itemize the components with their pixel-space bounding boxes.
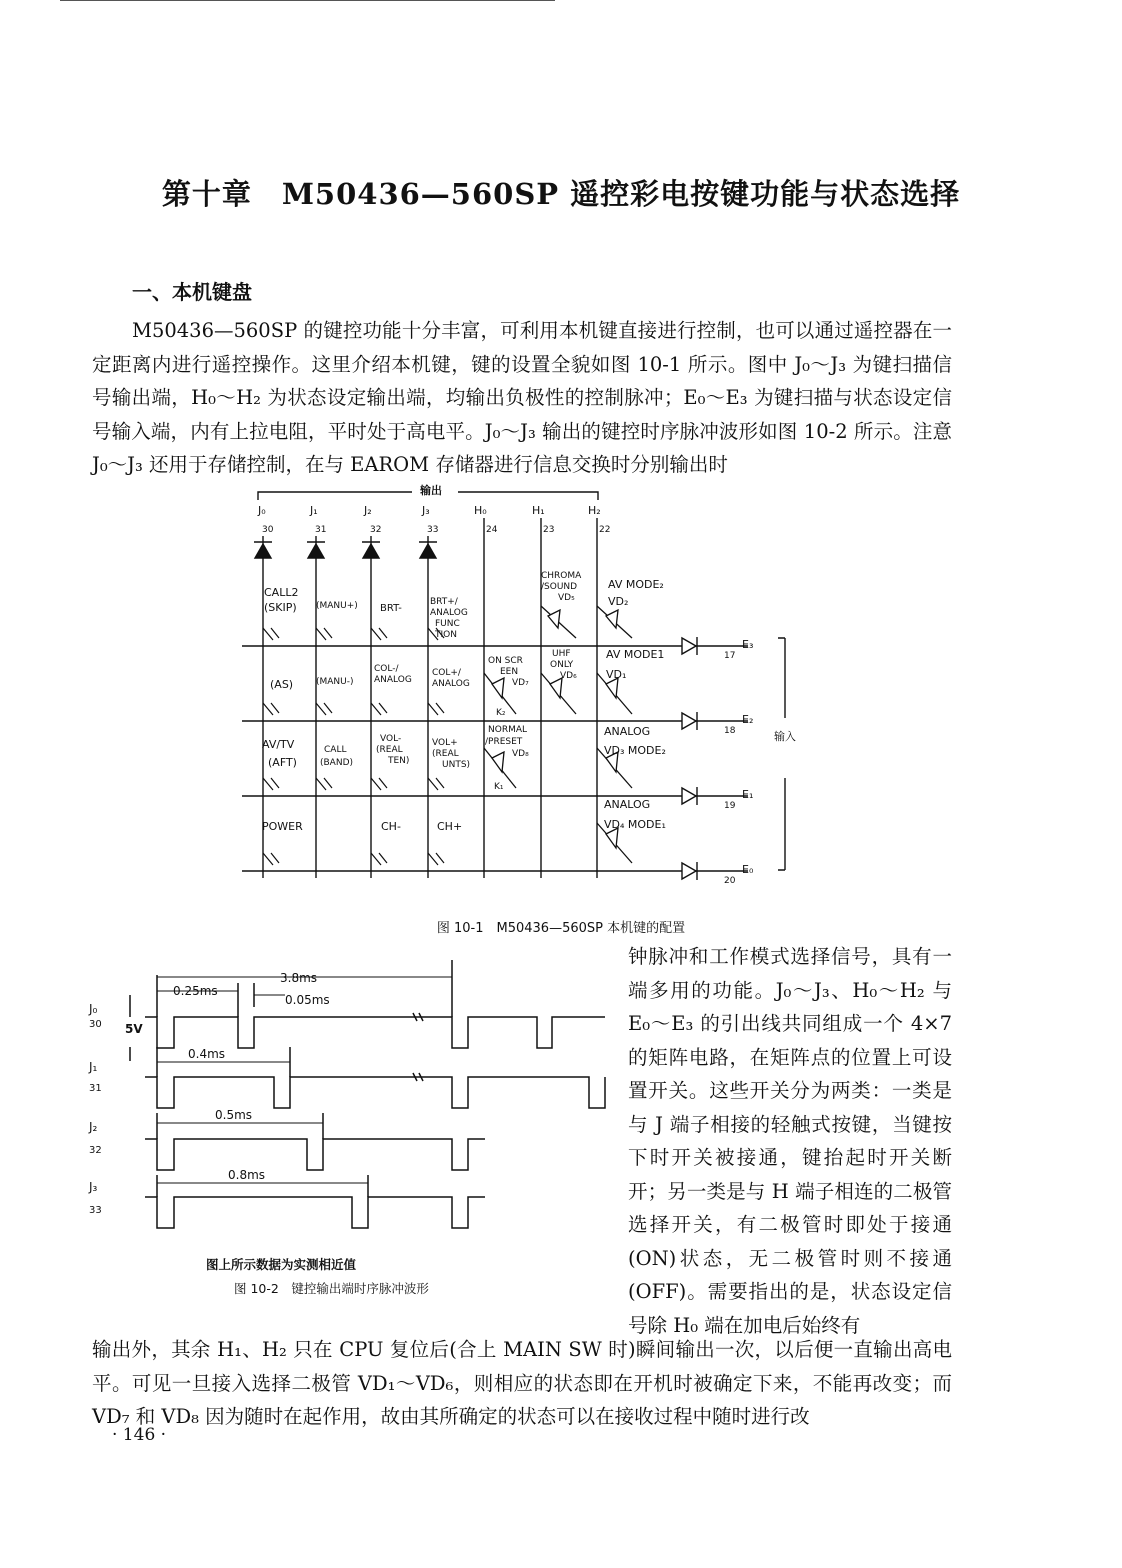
key-brt-plus-l4: TION (435, 630, 457, 640)
figure-10-1-caption: 图 10-1 M50436—560SP 本机键的配置 (436, 921, 686, 936)
diode-uhf-l3: VD₆ (560, 671, 577, 681)
diode-avmode2: AV MODE₂ (608, 578, 664, 591)
diode-chroma: CHROMA (541, 571, 582, 581)
key-vol-minus-l2: (REAL (376, 745, 403, 755)
key-brt-plus-l3: FUNC (435, 619, 460, 629)
pin-j2: 32 (370, 525, 382, 535)
pin-j1: 31 (315, 525, 327, 535)
key-vol-plus-l3: UNTS) (442, 760, 471, 770)
diode-analog1: ANALOG (604, 798, 651, 811)
dim-0-5ms: 0.5ms (215, 1108, 253, 1122)
col-h2: H₂ (588, 504, 601, 517)
diode-k2: K₂ (496, 708, 506, 718)
col-h1: H₁ (532, 504, 545, 517)
ch-j3-pin: 33 (89, 1205, 102, 1216)
diode-avmode1-l2: VD₁ (606, 668, 627, 681)
key-col-minus-l2: ANALOG (374, 675, 412, 685)
diode-onscreen: ON SCR (488, 656, 523, 666)
key-vol-minus: VOL- (380, 734, 402, 744)
pin-e3: 17 (724, 651, 736, 661)
section-heading: 一、本机键盘 (132, 280, 252, 304)
dim-0-05ms: 0.05ms (285, 993, 330, 1007)
pin-e2: 18 (724, 726, 736, 736)
diode-k1: K₁ (494, 782, 504, 792)
figure-10-1-key-matrix (230, 478, 796, 908)
pin-j0: 30 (262, 525, 274, 535)
diode-normal: NORMAL (488, 725, 528, 735)
pin-e0: 20 (724, 876, 736, 886)
pin-h2: 22 (599, 525, 611, 535)
col-h0: H₀ (474, 504, 487, 517)
key-skip: (SKIP) (264, 601, 297, 614)
paragraph-2-side: 钟脉冲和工作模式选择信号，具有一端多用的功能。J₀～J₃、H₀～H₂ 与 E₀～E₃ 的引出线共同组成一个 4×7 的矩阵电路，在矩阵点的位置上可设置开关。这些开关分为两类：一类是与 J 端子相接的轻触式按键，当键按下时开关被接通，键抬起时开关断开；另一类是与 H 端子相连的二极管选择开关，有二极管时即处于接通(ON)状态，无二极管时则不接通(OFF)。需要指出的是，状态设定信号除 H₀ 端在加电后始终有 (628, 945, 952, 1337)
dim-3-8ms: 3.8ms (280, 971, 318, 985)
pin-h0: 24 (486, 525, 498, 535)
row-e0: E₀ (742, 863, 754, 876)
diode-uhf: UHF (552, 649, 571, 659)
key-manu-minus: (MANU-) (316, 677, 354, 687)
row-e1: E₁ (742, 788, 754, 801)
diode-chroma-l3: VD₅ (558, 593, 575, 603)
diode-onscreen-l3: VD₇ (512, 678, 529, 688)
ch-j3: J₃ (89, 1180, 98, 1194)
key-power: POWER (262, 820, 303, 833)
diode-analog2-l2: VD₃ MODE₂ (604, 744, 666, 757)
pin-e1: 19 (724, 801, 736, 811)
scan-top-rule (60, 0, 555, 1)
row-e2: E₂ (742, 713, 754, 726)
diode-analog1-l2: VD₄ MODE₁ (604, 818, 666, 831)
output-label: 输出 (420, 484, 442, 497)
ch-j2-pin: 32 (89, 1145, 102, 1156)
key-call-l2: (BAND) (320, 758, 354, 768)
key-vol-plus: VOL+ (432, 738, 458, 748)
paragraph-1 (92, 314, 952, 482)
key-brt-minus: BRT- (380, 603, 402, 614)
key-ch-plus: CH+ (437, 820, 463, 833)
ch-j1-pin: 31 (89, 1083, 102, 1094)
diode-uhf-l2: ONLY (550, 660, 574, 670)
key-col-plus: COL+/ (432, 668, 461, 678)
key-as: (AS) (270, 678, 294, 691)
key-call2: CALL2 (264, 586, 299, 599)
input-label: 输入 (774, 730, 796, 743)
key-vol-minus-l3: TEN) (388, 756, 410, 766)
diode-analog2: ANALOG (604, 725, 651, 738)
diode-normal-l2: /PRESET (485, 737, 523, 747)
key-col-plus-l2: ANALOG (432, 679, 470, 689)
figure-10-2-caption: 图 10-2 键控输出端时序脉冲波形 (234, 1281, 429, 1296)
ch-j0: J₀ (89, 1002, 98, 1016)
key-avtv: AV/TV (262, 738, 295, 751)
chapter-title: 第十章 M50436—560SP 遥控彩电按键功能与状态选择 (161, 177, 961, 211)
pin-j3: 33 (427, 525, 439, 535)
key-col-minus: COL-/ (374, 664, 399, 674)
dim-0-4ms: 0.4ms (188, 1047, 226, 1061)
col-j2: J₂ (364, 504, 372, 517)
diode-normal-l3: VD₈ (512, 749, 529, 759)
col-j0: J₀ (258, 504, 266, 517)
col-j3: J₃ (422, 504, 430, 517)
diode-avmode1: AV MODE1 (606, 648, 665, 661)
dim-0-8ms: 0.8ms (228, 1168, 266, 1182)
key-brt-plus: BRT+/ (430, 597, 458, 607)
key-vol-plus-l2: (REAL (432, 749, 459, 759)
row-e3: E₃ (742, 638, 754, 651)
key-call: CALL (324, 745, 347, 755)
figure-10-2-timing-waveform (85, 955, 620, 1255)
col-j1: J₁ (310, 504, 318, 517)
amplitude-5v: 5V (125, 1022, 143, 1036)
figure-10-2-note: 图上所示数据为实测相近值 (206, 1257, 357, 1272)
diode-chroma-l2: /SOUND (541, 582, 578, 592)
key-aft: (AFT) (268, 756, 297, 769)
ch-j0-pin: 30 (89, 1019, 102, 1030)
diode-onscreen-l2: EEN (500, 667, 519, 677)
ch-j2: J₂ (89, 1120, 98, 1134)
key-brt-plus-l2: ANALOG (430, 608, 468, 618)
diode-avmode2-l2: VD₂ (608, 595, 629, 608)
paragraph-2-bottom: 输出外，其余 H₁、H₂ 只在 CPU 复位后(合上 MAIN SW 时)瞬间输出一次，以后便一直输出高电平。可见一旦接入选择二极管 VD₁～VD₆，则相应的状态即在开机时被确定下来，不能再改变；而 VD₇ 和 VD₈ 因为随时在起作用，故由其所确定的状态可以在接收过程中随时进行改 (92, 1338, 952, 1428)
paragraph-1-text: M50436—560SP 的键控功能十分丰富，可利用本机键直接进行控制，也可以通过遥控器在一定距离内进行遥控操作。这里介绍本机键，键的设置全貌如图 10-1 所示。图中 J₀～J₃ 为键扫描信号输出端，H₀～H₂ 为状态设定输出端，均输出负极性的控制脉冲；E₀～E₃ 为键扫描与状态设定信号输入端，内有上拉电阻，平时处于高电平。J₀～J₃ 输出的键控时序脉冲波形如图 10-2 所示。注意 J₀～J₃ 还用于存储控制，在与 EAROM 存储器进行信息交换时分别输出时 (92, 319, 952, 476)
ch-j1: J₁ (89, 1060, 98, 1074)
page-number: · 146 · (112, 1425, 167, 1445)
key-ch-minus: CH- (381, 820, 401, 833)
pin-h1: 23 (543, 525, 555, 535)
key-manu-plus: (MANU+) (316, 601, 358, 611)
dim-0-25ms: 0.25ms (173, 984, 218, 998)
